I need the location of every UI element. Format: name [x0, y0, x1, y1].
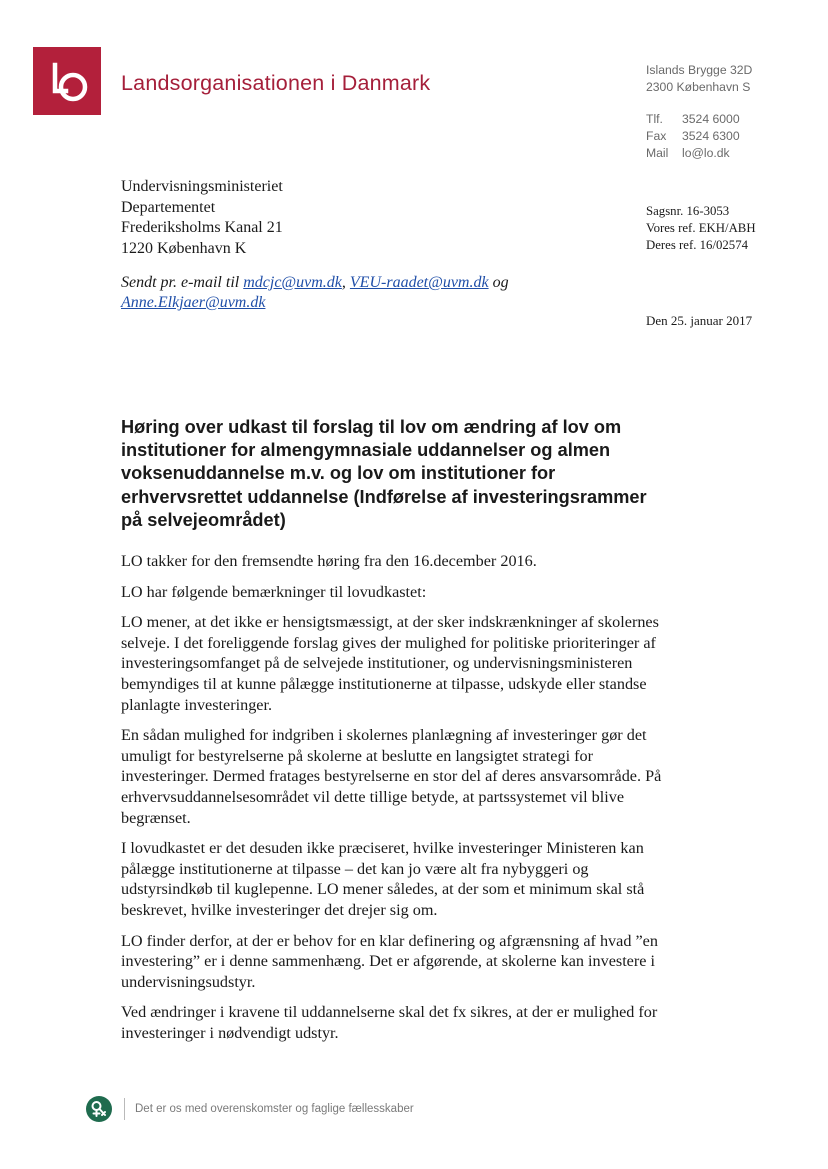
- paragraph-line: LO finder derfor, at der er behov for en klar definering og afgrænsning af hvad ”en: [121, 931, 658, 950]
- paragraph: [121, 582, 711, 603]
- phone-number: 3524 6000: [682, 112, 740, 126]
- email-link[interactable]: Anne.Elkjaer@uvm.dk: [121, 294, 266, 311]
- recipient-line: Undervisningsministeriet: [121, 178, 283, 195]
- footer-tagline: Det er os med overenskomster og faglige fællesskaber: [135, 1103, 414, 1115]
- recipient-address: [121, 177, 283, 259]
- heading-line: erhvervsrettet uddannelse (Indførelse af investeringsrammer: [121, 486, 647, 507]
- paragraph-line: LO takker for den fremsendte høring fra den 16.december 2016.: [121, 552, 537, 570]
- paragraph-line: udstyrsindkøb til kuglepenne. LO mener således, at der som et minimum skal stå: [121, 880, 645, 899]
- paragraph-line: LO mener, at det ikke er hensigtsmæssigt, at der sker indskrænkninger af skolernes: [121, 613, 659, 632]
- recipient-line: Frederiksholms Kanal 21: [121, 219, 283, 236]
- fax-number: 3524 6300: [682, 129, 740, 143]
- paragraph-line: erhvervsuddannelsesområdet vil dette tillige betyde, at partssystemet vil blive: [121, 787, 625, 806]
- fellowship-emblem-icon: [86, 1096, 112, 1122]
- paragraph: [121, 612, 711, 715]
- paragraph: [121, 725, 711, 828]
- mail-row: [646, 145, 752, 162]
- our-reference: Vores ref. EKH/ABH: [646, 221, 756, 235]
- paragraph: [121, 838, 711, 920]
- paragraph: [121, 551, 711, 572]
- case-number: Sagsnr. 16-3053: [646, 204, 730, 218]
- footer-divider: [124, 1098, 125, 1120]
- heading-line: institutioner for almengymnasiale uddannelser og almen: [121, 440, 611, 461]
- paragraph: [121, 1002, 711, 1043]
- organisation-name: Landsorganisationen i Danmark: [121, 71, 431, 95]
- paragraph-line: selveje. I det foreliggende forslag gives der mulighed for politiske prioriteringer af: [121, 633, 656, 652]
- your-reference: Deres ref. 16/02574: [646, 238, 748, 252]
- paragraph: [121, 931, 711, 993]
- address-line: Islands Brygge 32D: [646, 63, 753, 77]
- lo-logo-icon: [33, 47, 101, 115]
- recipient-line: 1220 København K: [121, 239, 247, 257]
- heading-line: voksenuddannelse m.v. og lov om institutioner for: [121, 463, 556, 484]
- contact-block: [646, 62, 752, 162]
- paragraph-line: pålægge institutionerne at tilpasse – det kan jo være alt fra nybyggeri og: [121, 859, 589, 878]
- paragraph-line: investeringer i nødvendigt udstyr.: [121, 1023, 339, 1042]
- paragraph-line: Ved ændringer i kravene til uddannelserne skal det fx sikres, at der er mulighed for: [121, 1003, 658, 1022]
- mail-address[interactable]: lo@lo.dk: [682, 146, 730, 160]
- paragraph-line: investeringer. Dermed fratages bestyrelserne en stor del af deres ansvarsområde. På: [121, 767, 662, 786]
- sent-og: og: [488, 274, 509, 291]
- email-link[interactable]: mdcjc@uvm.dk: [243, 274, 342, 291]
- reference-block: [646, 203, 756, 254]
- paragraph-line: beskrevet, hvilke investeringer det drejer sig om.: [121, 900, 438, 919]
- lo-logo: [33, 47, 101, 115]
- recipient-line: Departementet: [121, 198, 216, 216]
- letter-heading: [121, 416, 681, 532]
- phone-row: [646, 111, 752, 128]
- fax-row: [646, 128, 752, 145]
- paragraph-line: En sådan mulighed for indgriben i skolernes planlægning af investeringer gør det: [121, 726, 647, 745]
- paragraph-line: I lovudkastet er det desuden ikke præciseret, hvilke investeringer Ministeren kan: [121, 839, 644, 858]
- heading-line: på selvejeområdet): [121, 509, 286, 530]
- email-link[interactable]: VEU-raadet@uvm.dk: [349, 274, 489, 291]
- mail-label: Mail: [646, 146, 669, 160]
- paragraph-line: begrænset.: [121, 808, 191, 827]
- paragraph-line: undervisningsudstyr.: [121, 972, 256, 991]
- paragraph-line: umuligt for bestyrelserne på skolerne at beslutte en langsigtet strategi for: [121, 746, 593, 765]
- paragraph-line: LO har følgende bemærkninger til lovudkastet:: [121, 582, 427, 601]
- fax-label: Fax: [646, 129, 667, 143]
- sent-separator: ,: [341, 274, 350, 291]
- letter-date: Den 25. januar 2017: [646, 313, 753, 328]
- footer: [86, 1096, 414, 1122]
- paragraph-line: investering” er i denne sammenhæng. Det er afgørende, at skolerne kan investere i: [121, 952, 655, 971]
- sent-by-email: [121, 273, 509, 313]
- paragraph-line: investeringsomfanget på de selvejede institutioner, og undervisningsministeren: [121, 654, 633, 673]
- paragraph-line: bemyndiges til at kunne pålægge institutionerne at tilpasse, udskyde eller standse: [121, 674, 647, 693]
- paragraph-line: planlagte investeringer.: [121, 695, 273, 714]
- address-line: 2300 København S: [646, 80, 751, 94]
- letter-body: [121, 551, 711, 1053]
- sent-prefix: Sendt pr. e-mail til: [121, 274, 244, 291]
- phone-label: Tlf.: [646, 112, 663, 126]
- heading-line: Høring over udkast til forslag til lov om ændring af lov om: [121, 417, 622, 437]
